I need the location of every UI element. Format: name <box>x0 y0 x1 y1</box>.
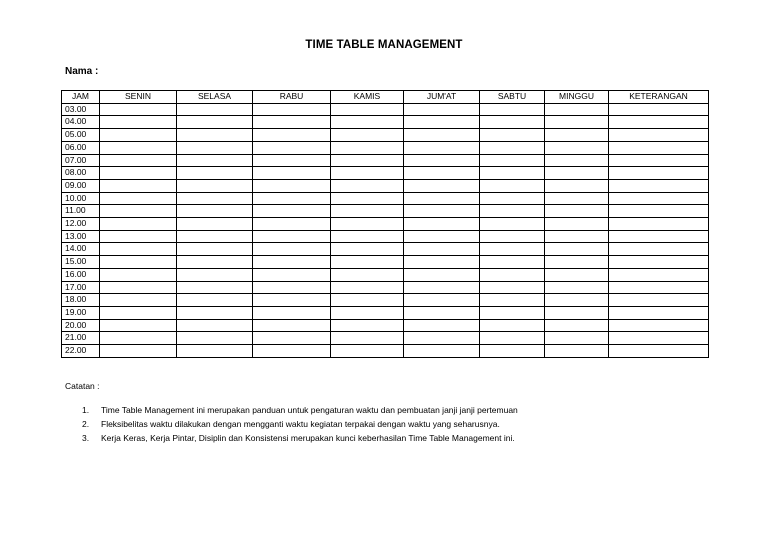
time-cell: 22.00 <box>62 345 100 358</box>
table-row <box>62 192 709 205</box>
schedule-cell[interactable] <box>253 179 331 192</box>
column-header: MINGGU <box>545 91 609 104</box>
schedule-cell[interactable] <box>480 103 545 116</box>
schedule-cell[interactable] <box>177 281 253 294</box>
time-cell: 09.00 <box>62 179 100 192</box>
schedule-cell[interactable] <box>100 154 177 167</box>
column-header: KETERANGAN <box>609 91 709 104</box>
table-row <box>62 103 709 116</box>
schedule-cell[interactable] <box>609 129 709 142</box>
schedule-cell[interactable] <box>253 306 331 319</box>
schedule-cell[interactable] <box>609 116 709 129</box>
table-row <box>62 167 709 180</box>
note-number: 2. <box>82 419 90 429</box>
schedule-cell[interactable] <box>404 281 480 294</box>
schedule-cell[interactable] <box>100 116 177 129</box>
schedule-cell[interactable] <box>480 345 545 358</box>
schedule-cell[interactable] <box>545 103 609 116</box>
table-row <box>62 116 709 129</box>
schedule-cell[interactable] <box>253 154 331 167</box>
schedule-cell[interactable] <box>100 256 177 269</box>
schedule-cell[interactable] <box>545 167 609 180</box>
schedule-cell[interactable] <box>480 319 545 332</box>
schedule-cell[interactable] <box>480 154 545 167</box>
table-row <box>62 141 709 154</box>
schedule-cell[interactable] <box>480 141 545 154</box>
schedule-cell[interactable] <box>545 256 609 269</box>
schedule-cell[interactable] <box>177 179 253 192</box>
table-header-row <box>62 91 709 104</box>
schedule-cell[interactable] <box>253 218 331 231</box>
time-cell: 15.00 <box>62 256 100 269</box>
schedule-cell[interactable] <box>100 129 177 142</box>
schedule-cell[interactable] <box>177 230 253 243</box>
schedule-cell[interactable] <box>331 141 404 154</box>
schedule-cell[interactable] <box>100 268 177 281</box>
schedule-cell[interactable] <box>480 306 545 319</box>
schedule-cell[interactable] <box>177 154 253 167</box>
schedule-cell[interactable] <box>609 319 709 332</box>
schedule-cell[interactable] <box>177 268 253 281</box>
note-number: 1. <box>82 405 90 415</box>
table-row <box>62 179 709 192</box>
schedule-cell[interactable] <box>253 345 331 358</box>
schedule-cell[interactable] <box>480 129 545 142</box>
note-text: Kerja Keras, Kerja Pintar, Disiplin dan Konsistensi merupakan kunci keberhasilan Time Table Management ini. <box>101 433 515 443</box>
schedule-cell[interactable] <box>100 243 177 256</box>
schedule-cell[interactable] <box>331 218 404 231</box>
schedule-cell[interactable] <box>177 103 253 116</box>
table-row <box>62 154 709 167</box>
schedule-cell[interactable] <box>100 332 177 345</box>
schedule-cell[interactable] <box>545 141 609 154</box>
schedule-cell[interactable] <box>480 294 545 307</box>
schedule-cell[interactable] <box>480 192 545 205</box>
schedule-cell[interactable] <box>331 256 404 269</box>
schedule-cell[interactable] <box>331 319 404 332</box>
column-header: RABU <box>253 91 331 104</box>
schedule-cell[interactable] <box>331 332 404 345</box>
schedule-cell[interactable] <box>404 154 480 167</box>
nama-label: Nama : <box>65 66 99 77</box>
schedule-cell[interactable] <box>404 218 480 231</box>
schedule-cell[interactable] <box>331 268 404 281</box>
schedule-cell[interactable] <box>404 256 480 269</box>
schedule-cell[interactable] <box>545 179 609 192</box>
schedule-cell[interactable] <box>609 179 709 192</box>
time-cell: 08.00 <box>62 167 100 180</box>
schedule-cell[interactable] <box>253 205 331 218</box>
schedule-cell[interactable] <box>545 306 609 319</box>
schedule-cell[interactable] <box>545 192 609 205</box>
schedule-cell[interactable] <box>253 192 331 205</box>
note-item <box>65 432 518 446</box>
schedule-cell[interactable] <box>404 129 480 142</box>
schedule-cell[interactable] <box>404 192 480 205</box>
time-cell: 18.00 <box>62 294 100 307</box>
note-item <box>65 404 518 418</box>
schedule-cell[interactable] <box>331 103 404 116</box>
schedule-cell[interactable] <box>545 345 609 358</box>
schedule-cell[interactable] <box>545 332 609 345</box>
schedule-cell[interactable] <box>177 243 253 256</box>
schedule-cell[interactable] <box>177 345 253 358</box>
schedule-cell[interactable] <box>331 129 404 142</box>
schedule-cell[interactable] <box>480 256 545 269</box>
timetable <box>61 90 709 358</box>
schedule-cell[interactable] <box>545 218 609 231</box>
schedule-cell[interactable] <box>545 294 609 307</box>
schedule-cell[interactable] <box>609 141 709 154</box>
table-row <box>62 129 709 142</box>
schedule-cell[interactable] <box>545 129 609 142</box>
schedule-cell[interactable] <box>404 294 480 307</box>
schedule-cell[interactable] <box>480 218 545 231</box>
column-header: SELASA <box>177 91 253 104</box>
schedule-cell[interactable] <box>545 268 609 281</box>
schedule-cell[interactable] <box>609 103 709 116</box>
schedule-cell[interactable] <box>177 167 253 180</box>
schedule-cell[interactable] <box>331 205 404 218</box>
schedule-cell[interactable] <box>545 319 609 332</box>
schedule-cell[interactable] <box>253 103 331 116</box>
schedule-cell[interactable] <box>609 268 709 281</box>
schedule-cell[interactable] <box>253 116 331 129</box>
schedule-cell[interactable] <box>404 167 480 180</box>
time-cell: 06.00 <box>62 141 100 154</box>
time-cell: 10.00 <box>62 192 100 205</box>
schedule-cell[interactable] <box>177 256 253 269</box>
schedule-cell[interactable] <box>404 205 480 218</box>
schedule-cell[interactable] <box>609 281 709 294</box>
schedule-cell[interactable] <box>177 192 253 205</box>
schedule-cell[interactable] <box>253 319 331 332</box>
column-header: JAM <box>62 91 100 104</box>
schedule-cell[interactable] <box>331 243 404 256</box>
schedule-cell[interactable] <box>253 281 331 294</box>
time-cell: 21.00 <box>62 332 100 345</box>
schedule-cell[interactable] <box>177 294 253 307</box>
table-row <box>62 319 709 332</box>
table-body <box>62 103 709 357</box>
column-header: KAMIS <box>331 91 404 104</box>
schedule-cell[interactable] <box>331 345 404 358</box>
schedule-cell[interactable] <box>331 167 404 180</box>
schedule-cell[interactable] <box>331 154 404 167</box>
time-cell: 20.00 <box>62 319 100 332</box>
schedule-cell[interactable] <box>100 205 177 218</box>
schedule-cell[interactable] <box>609 294 709 307</box>
time-cell: 16.00 <box>62 268 100 281</box>
schedule-cell[interactable] <box>404 230 480 243</box>
table-row <box>62 332 709 345</box>
schedule-cell[interactable] <box>609 167 709 180</box>
column-header: JUM'AT <box>404 91 480 104</box>
table-row <box>62 345 709 358</box>
schedule-cell[interactable] <box>253 256 331 269</box>
schedule-cell[interactable] <box>100 179 177 192</box>
table-row <box>62 256 709 269</box>
table-row <box>62 243 709 256</box>
schedule-cell[interactable] <box>545 116 609 129</box>
schedule-cell[interactable] <box>404 243 480 256</box>
schedule-cell[interactable] <box>480 243 545 256</box>
schedule-cell[interactable] <box>253 230 331 243</box>
schedule-cell[interactable] <box>331 192 404 205</box>
schedule-cell[interactable] <box>404 345 480 358</box>
schedule-cell[interactable] <box>480 332 545 345</box>
schedule-cell[interactable] <box>609 256 709 269</box>
table-row <box>62 306 709 319</box>
schedule-cell[interactable] <box>609 192 709 205</box>
schedule-cell[interactable] <box>404 179 480 192</box>
schedule-cell[interactable] <box>480 230 545 243</box>
schedule-cell[interactable] <box>404 141 480 154</box>
schedule-cell[interactable] <box>609 154 709 167</box>
schedule-cell[interactable] <box>404 268 480 281</box>
schedule-cell[interactable] <box>253 243 331 256</box>
schedule-cell[interactable] <box>404 306 480 319</box>
schedule-cell[interactable] <box>609 345 709 358</box>
schedule-cell[interactable] <box>177 218 253 231</box>
schedule-cell[interactable] <box>177 332 253 345</box>
schedule-cell[interactable] <box>100 306 177 319</box>
note-number: 3. <box>82 433 90 443</box>
schedule-cell[interactable] <box>100 345 177 358</box>
schedule-cell[interactable] <box>100 319 177 332</box>
time-cell: 17.00 <box>62 281 100 294</box>
schedule-cell[interactable] <box>331 230 404 243</box>
schedule-cell[interactable] <box>177 141 253 154</box>
time-cell: 13.00 <box>62 230 100 243</box>
schedule-cell[interactable] <box>253 167 331 180</box>
table-row <box>62 218 709 231</box>
catatan-label: Catatan : <box>65 381 100 391</box>
schedule-cell[interactable] <box>177 205 253 218</box>
note-item <box>65 418 518 432</box>
schedule-cell[interactable] <box>253 141 331 154</box>
time-cell: 07.00 <box>62 154 100 167</box>
schedule-cell[interactable] <box>253 268 331 281</box>
schedule-cell[interactable] <box>480 268 545 281</box>
table-row <box>62 230 709 243</box>
time-cell: 05.00 <box>62 129 100 142</box>
schedule-cell[interactable] <box>100 230 177 243</box>
schedule-cell[interactable] <box>609 332 709 345</box>
schedule-cell[interactable] <box>404 319 480 332</box>
schedule-cell[interactable] <box>545 243 609 256</box>
time-cell: 12.00 <box>62 218 100 231</box>
time-cell: 14.00 <box>62 243 100 256</box>
schedule-cell[interactable] <box>177 306 253 319</box>
schedule-cell[interactable] <box>100 294 177 307</box>
table-row <box>62 268 709 281</box>
schedule-cell[interactable] <box>480 281 545 294</box>
schedule-cell[interactable] <box>100 141 177 154</box>
schedule-cell[interactable] <box>545 154 609 167</box>
schedule-cell[interactable] <box>100 281 177 294</box>
note-text: Time Table Management ini merupakan panduan untuk pengaturan waktu dan pembuatan janji janji pertemuan <box>101 405 518 415</box>
schedule-cell[interactable] <box>331 179 404 192</box>
schedule-cell[interactable] <box>253 294 331 307</box>
schedule-cell[interactable] <box>331 306 404 319</box>
column-header: SABTU <box>480 91 545 104</box>
schedule-cell[interactable] <box>404 103 480 116</box>
notes-list <box>65 404 518 446</box>
schedule-cell[interactable] <box>480 205 545 218</box>
schedule-cell[interactable] <box>480 179 545 192</box>
schedule-cell[interactable] <box>100 167 177 180</box>
schedule-cell[interactable] <box>545 230 609 243</box>
schedule-cell[interactable] <box>253 129 331 142</box>
schedule-cell[interactable] <box>545 281 609 294</box>
schedule-cell[interactable] <box>609 218 709 231</box>
schedule-cell[interactable] <box>100 192 177 205</box>
schedule-cell[interactable] <box>331 116 404 129</box>
schedule-cell[interactable] <box>609 205 709 218</box>
note-text: Fleksibelitas waktu dilakukan dengan mengganti waktu kegiatan terpakai dengan waktu yang seharusnya. <box>101 419 500 429</box>
schedule-cell[interactable] <box>331 294 404 307</box>
schedule-cell[interactable] <box>404 332 480 345</box>
time-cell: 04.00 <box>62 116 100 129</box>
schedule-cell[interactable] <box>480 116 545 129</box>
page-title: TIME TABLE MANAGEMENT <box>305 39 463 51</box>
schedule-cell[interactable] <box>177 319 253 332</box>
time-cell: 03.00 <box>62 103 100 116</box>
schedule-cell[interactable] <box>253 332 331 345</box>
schedule-cell[interactable] <box>609 306 709 319</box>
schedule-cell[interactable] <box>609 243 709 256</box>
schedule-cell[interactable] <box>609 230 709 243</box>
table-row <box>62 294 709 307</box>
schedule-cell[interactable] <box>545 205 609 218</box>
table-row <box>62 205 709 218</box>
time-cell: 11.00 <box>62 205 100 218</box>
schedule-cell[interactable] <box>177 129 253 142</box>
schedule-cell[interactable] <box>100 218 177 231</box>
column-header: SENIN <box>100 91 177 104</box>
time-cell: 19.00 <box>62 306 100 319</box>
schedule-cell[interactable] <box>100 103 177 116</box>
schedule-cell[interactable] <box>177 116 253 129</box>
schedule-cell[interactable] <box>331 281 404 294</box>
schedule-cell[interactable] <box>480 167 545 180</box>
schedule-cell[interactable] <box>404 116 480 129</box>
table-row <box>62 281 709 294</box>
